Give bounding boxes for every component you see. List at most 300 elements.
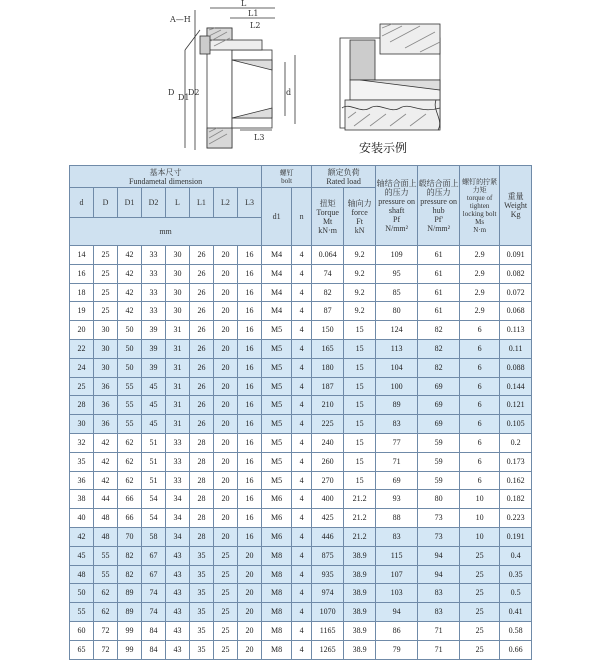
table-row [70,603,532,622]
table-cell: 400 [312,490,344,509]
table-cell: 74 [142,584,166,603]
table-cell: 33 [142,283,166,302]
table-cell: 0.41 [500,603,532,622]
table-cell: 4 [292,584,312,603]
table-cell: 446 [312,527,344,546]
table-cell: 0.082 [500,264,532,283]
pressure-on-hub-header: 毂结合面上的压力 pressure on hub Pf' N/mm² [418,166,460,246]
table-cell: 20 [214,358,238,377]
table-cell: 210 [312,396,344,415]
table-cell: 20 [70,321,94,340]
table-cell: 28 [70,396,94,415]
table-cell: 115 [376,546,418,565]
table-cell: 30 [166,302,190,321]
table-cell: 150 [312,321,344,340]
table-cell: 72 [94,621,118,640]
table-cell: 15 [344,415,376,434]
table-cell: 104 [376,358,418,377]
installation-example-caption: 安装示例 [358,141,407,155]
table-cell: 0.5 [500,584,532,603]
table-row [70,490,532,509]
table-cell: 20 [214,490,238,509]
table-cell: 34 [166,490,190,509]
table-cell: 26 [190,246,214,265]
table-cell: 43 [166,565,190,584]
table-cell: 79 [376,640,418,659]
table-cell: 55 [94,546,118,565]
table-row [70,264,532,283]
table-cell: 0.064 [312,246,344,265]
table-cell: 71 [418,621,460,640]
table-cell: 0.121 [500,396,532,415]
technical-drawing [0,0,600,164]
table-cell: 42 [118,264,142,283]
table-cell: 55 [94,565,118,584]
table-row [70,283,532,302]
table-cell: 62 [94,603,118,622]
table-cell: 36 [94,377,118,396]
table-cell: 15 [344,321,376,340]
drawing-label-a: A—H [170,15,191,24]
table-cell: M5 [262,339,292,358]
table-cell: M6 [262,490,292,509]
table-cell: 61 [418,264,460,283]
table-cell: 87 [312,302,344,321]
table-cell: 26 [190,321,214,340]
table-cell: 16 [238,321,262,340]
table-cell: 26 [190,377,214,396]
table-cell: 20 [214,246,238,265]
table-cell: 33 [166,433,190,452]
drawing-label-l1: L1 [248,9,259,18]
table-cell: 86 [376,621,418,640]
table-cell: 38.9 [344,584,376,603]
table-cell: 4 [292,621,312,640]
table-cell: 25 [70,377,94,396]
table-cell: 31 [166,377,190,396]
drawing-label-d2: D2 [188,88,200,97]
table-cell: 26 [190,415,214,434]
table-cell: 42 [118,283,142,302]
table-cell: 30 [70,415,94,434]
table-cell: 33 [142,302,166,321]
table-cell: 33 [142,246,166,265]
table-cell: 16 [238,358,262,377]
table-cell: 44 [94,490,118,509]
table-cell: M5 [262,396,292,415]
table-cell: 99 [118,640,142,659]
pressure-on-shaft-header: 轴结合面上的压力 pressure on shaft Pf N/mm² [376,166,418,246]
table-cell: 94 [418,546,460,565]
drawing-label-l3: L3 [254,133,265,142]
table-cell: 16 [238,433,262,452]
unit-mm: mm [70,218,262,246]
table-cell: 94 [376,603,418,622]
table-cell: 25 [460,584,500,603]
table-cell: 6 [460,339,500,358]
table-cell: 4 [292,433,312,452]
table-cell: 4 [292,546,312,565]
table-cell: 25 [214,546,238,565]
table-cell: 33 [142,264,166,283]
table-cell: M4 [262,302,292,321]
table-cell: 48 [94,527,118,546]
table-cell: M8 [262,584,292,603]
table-cell: 16 [238,509,262,528]
table-cell: 51 [142,471,166,490]
table-cell: 31 [166,358,190,377]
drawing-label-l2: L2 [250,21,261,30]
specification-table [69,165,532,660]
table-cell: 82 [118,565,142,584]
table-cell: 4 [292,321,312,340]
table-cell: 32 [70,433,94,452]
table-cell: 0.4 [500,546,532,565]
table-cell: 51 [142,452,166,471]
table-cell: M6 [262,509,292,528]
table-cell: 35 [190,584,214,603]
table-cell: 0.58 [500,621,532,640]
table-cell: 89 [118,603,142,622]
table-cell: 260 [312,452,344,471]
table-cell: 48 [70,565,94,584]
table-body [70,246,532,660]
table-cell: 0.105 [500,415,532,434]
table-cell: 18 [70,283,94,302]
table-cell: 21.2 [344,490,376,509]
table-cell: 88 [376,509,418,528]
table-cell: 69 [418,396,460,415]
table-cell: 0.223 [500,509,532,528]
table-cell: 107 [376,565,418,584]
table-row [70,321,532,340]
table-row [70,339,532,358]
table-cell: 73 [418,527,460,546]
table-cell: 16 [238,415,262,434]
table-cell: 28 [190,452,214,471]
table-cell: 55 [118,415,142,434]
table-cell: 16 [238,527,262,546]
table-cell: 6 [460,452,500,471]
table-cell: 35 [190,565,214,584]
bolt-torque-header: 螺钉的拧紧力矩 torque of tighten locking bolt Ms N·m [460,166,500,246]
table-cell: 0.173 [500,452,532,471]
table-cell: 31 [166,396,190,415]
table-row [70,621,532,640]
table-cell: 34 [166,509,190,528]
table-row [70,565,532,584]
table-cell: 6 [460,377,500,396]
table-cell: 25 [214,603,238,622]
table-cell: 82 [418,321,460,340]
table-cell: 40 [70,509,94,528]
table-cell: 103 [376,584,418,603]
table-cell: 50 [118,339,142,358]
table-cell: M8 [262,640,292,659]
table-cell: 71 [418,640,460,659]
table-cell: 24 [70,358,94,377]
table-cell: 34 [166,527,190,546]
table-cell: 70 [118,527,142,546]
table-cell: 61 [418,302,460,321]
table-row [70,396,532,415]
table-cell: 4 [292,283,312,302]
table-cell: 89 [376,396,418,415]
table-cell: M8 [262,603,292,622]
table-cell: M5 [262,433,292,452]
table-cell: 50 [70,584,94,603]
table-cell: 25 [214,640,238,659]
table-cell: 16 [70,264,94,283]
table-cell: 2.9 [460,302,500,321]
table-cell: 30 [94,339,118,358]
table-cell: 16 [238,377,262,396]
table-cell: 28 [190,490,214,509]
table-cell: 50 [118,321,142,340]
table-cell: 20 [238,565,262,584]
table-cell: 42 [94,452,118,471]
table-cell: 59 [418,452,460,471]
table-cell: 42 [94,471,118,490]
table-cell: 38.9 [344,603,376,622]
table-cell: 31 [166,321,190,340]
table-cell: 20 [214,302,238,321]
rated-load-header: 额定负荷 Rated load [312,166,376,188]
table-cell: 38.9 [344,565,376,584]
table-cell: 67 [142,546,166,565]
table-cell: M8 [262,546,292,565]
table-cell: 26 [190,283,214,302]
table-cell: 83 [376,527,418,546]
table-cell: 59 [418,433,460,452]
table-cell: 69 [418,415,460,434]
table-cell: 71 [376,452,418,471]
table-cell: 25 [460,546,500,565]
table-cell: 0.113 [500,321,532,340]
table-cell: 35 [190,546,214,565]
table-cell: 26 [190,302,214,321]
table-cell: 83 [376,415,418,434]
table-cell: 10 [460,490,500,509]
table-cell: 2.9 [460,264,500,283]
table-cell: 60 [70,621,94,640]
table-row [70,302,532,321]
table-cell: 1265 [312,640,344,659]
table-cell: 85 [376,283,418,302]
table-cell: 4 [292,471,312,490]
table-cell: 15 [344,396,376,415]
drawing-label-l: L [241,0,247,8]
col-n: n [292,188,312,246]
table-cell: 54 [142,509,166,528]
table-cell: 16 [238,490,262,509]
table-cell: 20 [214,433,238,452]
table-cell: 240 [312,433,344,452]
table-cell: 20 [214,452,238,471]
table-cell: 20 [238,584,262,603]
table-cell: 9.2 [344,246,376,265]
table-cell: 69 [376,471,418,490]
table-cell: 19 [70,302,94,321]
table-row [70,452,532,471]
bolt-header: 螺钉 bolt [262,166,312,188]
table-cell: 165 [312,339,344,358]
table-cell: 25 [460,603,500,622]
table-cell: 124 [376,321,418,340]
table-cell: 0.068 [500,302,532,321]
table-cell: 73 [418,509,460,528]
col-d: d [70,188,94,218]
table-cell: 16 [238,471,262,490]
table-row [70,358,532,377]
table-cell: 4 [292,302,312,321]
table-cell: 0.144 [500,377,532,396]
table-cell: 82 [118,546,142,565]
col-D2: D2 [142,188,166,218]
table-cell: 4 [292,396,312,415]
table-cell: 77 [376,433,418,452]
table-cell: M6 [262,527,292,546]
table-cell: 25 [460,565,500,584]
table-cell: 62 [118,471,142,490]
table-cell: M5 [262,358,292,377]
table-cell: 82 [418,339,460,358]
table-cell: 25 [94,302,118,321]
table-row [70,471,532,490]
table-cell: 36 [94,415,118,434]
table-cell: 93 [376,490,418,509]
table-cell: 45 [70,546,94,565]
table-cell: 0.191 [500,527,532,546]
table-cell: 82 [312,283,344,302]
table-cell: 28 [190,471,214,490]
table-cell: 9.2 [344,264,376,283]
table-cell: 20 [238,621,262,640]
table-cell: 36 [70,471,94,490]
table-cell: 45 [142,377,166,396]
table-cell: 20 [214,509,238,528]
table-cell: 51 [142,433,166,452]
col-d1: d1 [262,188,292,246]
table-cell: 113 [376,339,418,358]
table-cell: 61 [418,283,460,302]
table-cell: 28 [190,433,214,452]
table-cell: 974 [312,584,344,603]
table-cell: 72 [94,640,118,659]
table-cell: 25 [460,621,500,640]
table-cell: 2.9 [460,283,500,302]
table-cell: M5 [262,471,292,490]
table-cell: 20 [238,546,262,565]
table-cell: 83 [418,584,460,603]
table-cell: 20 [214,471,238,490]
table-cell: 225 [312,415,344,434]
table-cell: 67 [142,565,166,584]
table-cell: 25 [214,621,238,640]
table-cell: 4 [292,246,312,265]
table-cell: 20 [214,339,238,358]
table-cell: 62 [118,433,142,452]
table-cell: 36 [94,396,118,415]
table-cell: 10 [460,527,500,546]
table-cell: 30 [166,283,190,302]
table-cell: 9.2 [344,302,376,321]
table-cell: 48 [94,509,118,528]
table-row [70,415,532,434]
table-cell: M4 [262,264,292,283]
table-cell: 20 [214,527,238,546]
table-cell: 30 [166,246,190,265]
table-row [70,433,532,452]
table-cell: 16 [238,246,262,265]
table-cell: 42 [70,527,94,546]
table-cell: 35 [190,603,214,622]
table-cell: 4 [292,415,312,434]
table-cell: 35 [70,452,94,471]
table-cell: 6 [460,358,500,377]
table-cell: 15 [344,452,376,471]
table-cell: 0.35 [500,565,532,584]
table-cell: 0.072 [500,283,532,302]
table-row [70,246,532,265]
table-cell: 35 [190,640,214,659]
table-cell: 4 [292,358,312,377]
table-cell: 39 [142,339,166,358]
table-cell: 875 [312,546,344,565]
table-cell: M4 [262,283,292,302]
table-cell: 84 [142,640,166,659]
table-cell: 28 [190,509,214,528]
table-cell: 16 [238,283,262,302]
table-cell: 20 [214,283,238,302]
table-cell: 55 [70,603,94,622]
table-cell: M8 [262,621,292,640]
table-cell: M5 [262,415,292,434]
table-cell: 20 [214,396,238,415]
table-cell: M4 [262,246,292,265]
table-cell: 30 [166,264,190,283]
table-cell: 21.2 [344,509,376,528]
table-cell: 62 [94,584,118,603]
table-row [70,546,532,565]
table-cell: 6 [460,321,500,340]
table-cell: 15 [344,471,376,490]
table-cell: 66 [118,490,142,509]
table-cell: 38.9 [344,640,376,659]
table-cell: 0.091 [500,246,532,265]
table-cell: 16 [238,452,262,471]
table-cell: 38.9 [344,546,376,565]
table-cell: 69 [418,377,460,396]
table-cell: 10 [460,509,500,528]
table-cell: 25 [94,264,118,283]
table-cell: 4 [292,509,312,528]
table-cell: 26 [190,396,214,415]
table-cell: 22 [70,339,94,358]
table-cell: 1070 [312,603,344,622]
basic-dimensions-header: 基本尺寸 Fundametal dimension [70,166,262,188]
table-cell: 31 [166,339,190,358]
table-cell: 25 [214,584,238,603]
table-cell: 43 [166,584,190,603]
table-cell: 16 [238,302,262,321]
table-cell: 270 [312,471,344,490]
table-cell: 4 [292,527,312,546]
table-cell: 42 [118,302,142,321]
table-cell: 14 [70,246,94,265]
table-cell: 43 [166,603,190,622]
drawing-label-d1: D1 [178,93,190,102]
